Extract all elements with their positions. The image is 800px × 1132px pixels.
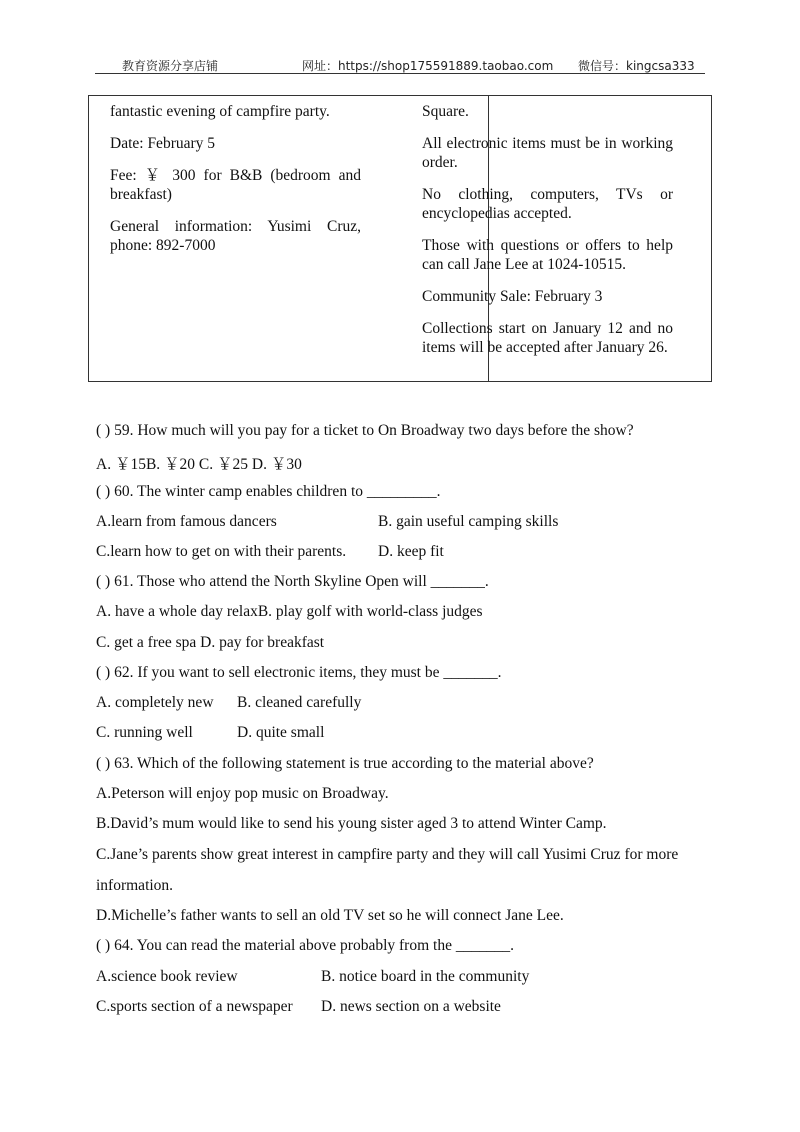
notice-left-column xyxy=(110,102,361,268)
header-shop-name: 教育资源分享店铺 xyxy=(122,59,219,73)
notice-text: Date: February 5 xyxy=(110,135,216,152)
option-d: D. quite small xyxy=(237,724,325,741)
question-63-option-c: C.Jane’s parents show great interest in campfire party and they will call Yusimi Cruz for more xyxy=(96,846,679,863)
question-63-option-b: B.David’s mum would like to send his young sister aged 3 to attend Winter Camp. xyxy=(96,815,607,832)
notice-text: Collections start on January 12 and no items will be accepted after January 26. xyxy=(422,320,673,356)
option-c: C. running well xyxy=(96,724,193,741)
notice-text: Community Sale: February 3 xyxy=(422,288,603,305)
option-b: B. gain useful camping skills xyxy=(378,513,559,530)
option-c: C.learn how to get on with their parents. xyxy=(96,543,347,560)
option-c: C.sports section of a newspaper xyxy=(96,998,293,1015)
question-59-stem: ( ) 59. How much will you pay for a ticket to On Broadway two days before the show? xyxy=(96,422,634,439)
question-61-stem: ( ) 61. Those who attend the North Skyline Open will _______. xyxy=(96,573,489,590)
option-b: B. cleaned carefully xyxy=(237,694,362,711)
option-b: B. notice board in the community xyxy=(321,968,530,985)
notice-text: General information: Yusimi Cruz, phone: 892-7000 xyxy=(110,218,361,254)
notice-text: fantastic evening of campfire party. xyxy=(110,103,330,120)
question-63-stem: ( ) 63. Which of the following statement is true according to the material above? xyxy=(96,755,594,772)
notice-box xyxy=(88,95,712,382)
header-divider xyxy=(95,73,705,74)
notice-text: Fee: ￥ 300 for B&B (bedroom and breakfast) xyxy=(110,167,361,203)
header-wechat: 微信号：kingcsa333 xyxy=(578,59,695,73)
question-60-stem: ( ) 60. The winter camp enables children to _________. xyxy=(96,483,441,500)
option-a: A. completely new xyxy=(96,694,214,711)
question-61-options-cd: C. get a free spa D. pay for breakfast xyxy=(96,634,325,651)
question-62-stem: ( ) 62. If you want to sell electronic items, they must be _______. xyxy=(96,664,502,681)
question-59-options: A. ￥15B. ￥20 C. ￥25 D. ￥30 xyxy=(96,456,302,473)
question-64-stem: ( ) 64. You can read the material above probably from the _______. xyxy=(96,937,514,954)
notice-text: Those with questions or offers to help can call Jane Lee at 1024-10515. xyxy=(422,237,673,273)
question-61-options-ab: A. have a whole day relaxB. play golf with world-class judges xyxy=(96,603,483,620)
question-63-option-d: D.Michelle’s father wants to sell an old TV set so he will connect Jane Lee. xyxy=(96,907,564,924)
notice-right-column xyxy=(422,102,673,370)
option-d: D. news section on a website xyxy=(321,998,501,1015)
header-website: 网址：https://shop175591889.taobao.com xyxy=(302,59,554,73)
option-d: D. keep fit xyxy=(378,543,444,560)
question-63-option-a: A.Peterson will enjoy pop music on Broadway. xyxy=(96,785,389,802)
option-a: A.science book review xyxy=(96,968,238,985)
notice-text: No clothing, computers, TVs or encyclopedias accepted. xyxy=(422,186,673,222)
option-a: A.learn from famous dancers xyxy=(96,513,277,530)
question-63-option-c-continued: information. xyxy=(96,877,174,894)
notice-text: All electronic items must be in working order. xyxy=(422,135,673,171)
notice-text: Square. xyxy=(422,103,469,120)
